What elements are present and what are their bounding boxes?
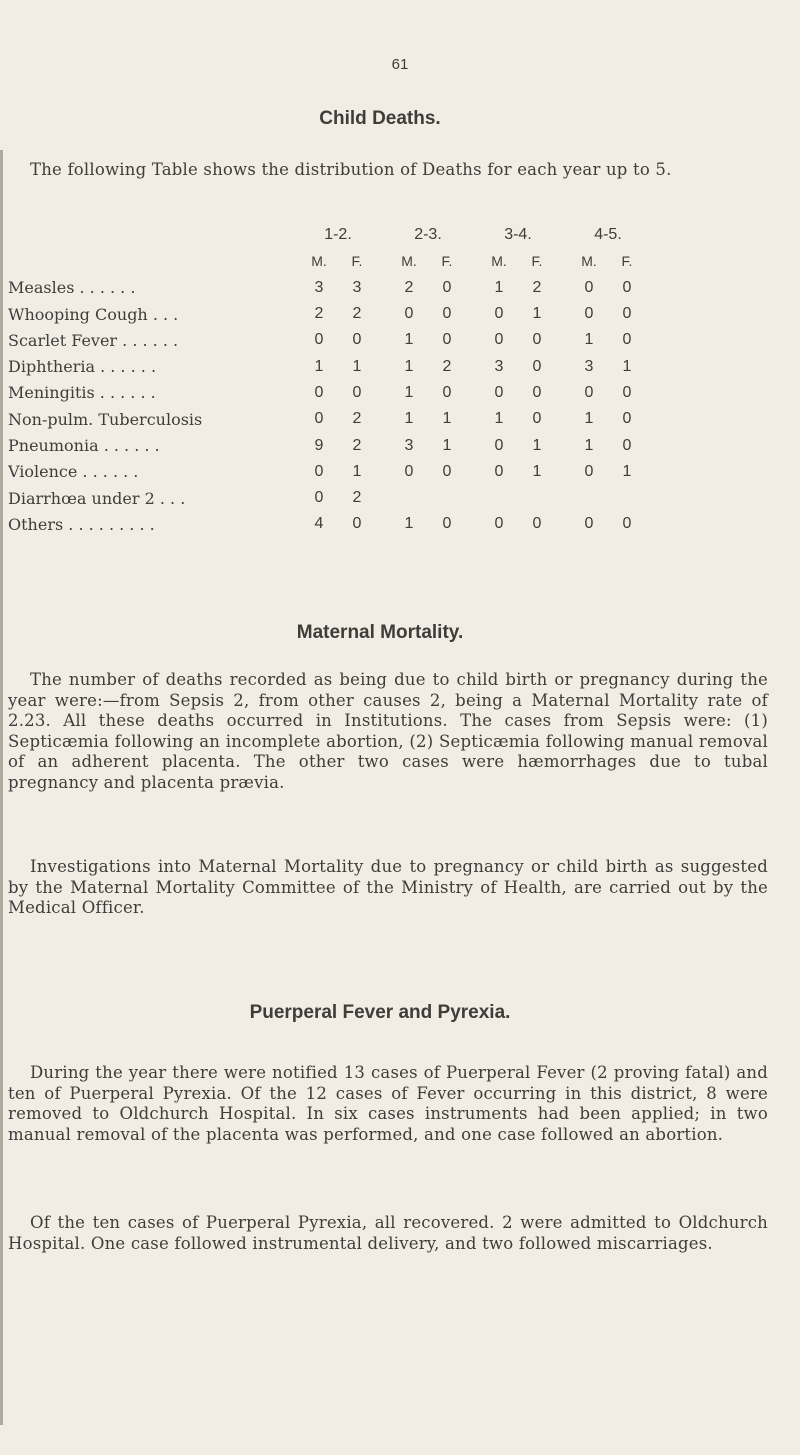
puerperal-fever-paragraph-2: Of the ten cases of Puerperal Pyrexia, all recovered. 2 were admitted to Oldchurch Hospital. One case followed instrumental delivery, and two followed miscarriages. (8, 1213, 768, 1253)
table-row (8, 511, 646, 537)
death-count-cell: 1 (404, 383, 414, 401)
death-count-cell: 1 (494, 278, 504, 296)
death-count-cell: 0 (314, 383, 324, 401)
death-count-cell: 1 (532, 305, 542, 323)
death-count-cell: 0 (532, 410, 542, 428)
death-count-cell (518, 485, 556, 511)
table-row (8, 459, 646, 485)
death-count-cell: 0 (352, 383, 362, 401)
death-count-cell: 0 (584, 462, 594, 480)
death-count-cell: 1 (442, 410, 452, 428)
death-count-cell: 1 (532, 436, 542, 454)
death-count-cell: 1 (404, 410, 414, 428)
death-count-cell: 2 (352, 410, 362, 428)
cause-label: Non-pulm. Tuberculosis (8, 409, 203, 429)
death-count-cell: 0 (494, 305, 504, 323)
sex-label: F. (531, 253, 543, 270)
death-count-cell: 2 (314, 305, 324, 323)
death-count-cell (480, 485, 518, 511)
child-deaths-table (8, 222, 646, 538)
table-row (8, 353, 646, 379)
death-count-cell: 0 (532, 357, 542, 375)
death-count-cell (390, 485, 428, 511)
death-count-cell: 3 (584, 357, 594, 375)
sex-label: F. (441, 253, 453, 270)
death-count-cell: 1 (622, 462, 632, 480)
death-count-cell: 0 (442, 515, 452, 533)
maternal-mortality-heading: Maternal Mortality. (296, 622, 464, 643)
table-row (8, 275, 646, 301)
sex-label: F. (351, 253, 363, 270)
death-count-cell: 0 (494, 515, 504, 533)
maternal-mortality-paragraph-2: Investigations into Maternal Mortality due to pregnancy or child birth as suggested by the Maternal Mortality Committee of the Ministry of Health, are carried out by the Medical Officer. (8, 857, 768, 917)
death-count-cell: 0 (494, 331, 504, 349)
age-group-label: 3-4. (504, 226, 532, 244)
death-count-cell: 9 (314, 436, 324, 454)
death-count-cell: 0 (314, 410, 324, 428)
cause-label: Whooping Cough . . . (8, 304, 179, 324)
cause-label: Meningitis . . . . . . (8, 383, 156, 403)
death-count-cell: 1 (494, 410, 504, 428)
cause-label: Pneumonia . . . . . . (8, 436, 160, 456)
death-count-cell: 2 (352, 489, 362, 507)
death-count-cell: 0 (532, 383, 542, 401)
death-count-cell: 0 (622, 278, 632, 296)
death-count-cell: 0 (352, 331, 362, 349)
cause-label: Violence . . . . . . (8, 462, 139, 482)
death-count-cell: 0 (584, 383, 594, 401)
death-count-cell: 0 (622, 436, 632, 454)
death-count-cell: 0 (314, 462, 324, 480)
death-count-cell: 1 (584, 410, 594, 428)
death-count-cell: 1 (314, 357, 324, 375)
death-count-cell: 1 (352, 462, 362, 480)
death-count-cell: 1 (622, 357, 632, 375)
sex-label: M. (491, 253, 507, 270)
death-count-cell: 0 (622, 383, 632, 401)
death-count-cell: 0 (494, 436, 504, 454)
death-count-cell (570, 485, 608, 511)
puerperal-fever-heading: Puerperal Fever and Pyrexia. (249, 1002, 511, 1023)
cause-label: Measles . . . . . . (8, 278, 136, 298)
death-count-cell: 2 (352, 436, 362, 454)
sex-label: F. (621, 253, 633, 270)
death-count-cell: 1 (584, 331, 594, 349)
page-edge-shadow (0, 150, 3, 1425)
death-count-cell: 4 (314, 515, 324, 533)
death-count-cell: 2 (442, 357, 452, 375)
death-count-cell: 1 (532, 462, 542, 480)
child-deaths-intro: The following Table shows the distribution of Deaths for each year up to 5. (30, 160, 672, 179)
age-group-header-row (8, 222, 646, 248)
age-group-label: 1-2. (324, 226, 352, 244)
death-count-cell: 1 (442, 436, 452, 454)
death-count-cell: 0 (584, 305, 594, 323)
child-deaths-heading: Child Deaths. (319, 108, 441, 129)
death-count-cell: 0 (404, 462, 414, 480)
death-count-cell: 0 (622, 515, 632, 533)
death-count-cell: 0 (622, 331, 632, 349)
death-count-cell: 2 (404, 278, 414, 296)
death-count-cell: 3 (352, 278, 362, 296)
sex-label: M. (401, 253, 417, 270)
table-row (8, 432, 646, 458)
sex-header-row (8, 248, 646, 274)
page-number: 61 (391, 56, 409, 73)
age-group-label: 4-5. (594, 226, 622, 244)
death-count-cell (608, 485, 646, 511)
death-count-cell: 0 (442, 331, 452, 349)
death-count-cell: 0 (314, 331, 324, 349)
table-body (8, 275, 646, 538)
death-count-cell: 1 (404, 357, 414, 375)
death-count-cell: 2 (352, 305, 362, 323)
death-count-cell: 0 (442, 462, 452, 480)
death-count-cell: 0 (442, 278, 452, 296)
death-count-cell: 0 (442, 305, 452, 323)
death-count-cell: 0 (622, 410, 632, 428)
cause-label: Diarrhœa under 2 . . . (8, 488, 186, 508)
table-row (8, 327, 646, 353)
death-count-cell: 0 (314, 489, 324, 507)
age-group-label: 2-3. (414, 226, 442, 244)
death-count-cell: 2 (532, 278, 542, 296)
death-count-cell: 0 (442, 383, 452, 401)
death-count-cell: 0 (584, 278, 594, 296)
table-row (8, 380, 646, 406)
death-count-cell: 0 (532, 515, 542, 533)
death-count-cell: 3 (314, 278, 324, 296)
cause-label: Others . . . . . . . . . (8, 514, 155, 534)
sex-label: M. (581, 253, 597, 270)
death-count-cell: 0 (404, 305, 414, 323)
death-count-cell: 0 (532, 331, 542, 349)
table-row (8, 406, 646, 432)
maternal-mortality-paragraph-1: The number of deaths recorded as being due to child birth or pregnancy during the year were:—from Sepsis 2, from other causes 2, being a Maternal Mortality rate of 2.23. All these deaths occurred in Institutions. The cases from Sepsis were: (1) Septicæmia following an incomplete abortion, (2) Septicæmia following manual removal of an adherent placenta. The other two cases were hæmorrhages due to tubal pregnancy and placenta prævia. (8, 670, 768, 792)
death-count-cell: 0 (584, 515, 594, 533)
death-count-cell: 0 (352, 515, 362, 533)
death-count-cell: 1 (352, 357, 362, 375)
death-count-cell: 1 (584, 436, 594, 454)
cause-label: Scarlet Fever . . . . . . (8, 330, 179, 350)
table-row (8, 485, 646, 511)
death-count-cell: 0 (494, 383, 504, 401)
death-count-cell: 1 (404, 331, 414, 349)
table-row (8, 301, 646, 327)
death-count-cell (428, 485, 466, 511)
death-count-cell: 0 (622, 305, 632, 323)
cause-label: Diphtheria . . . . . . (8, 357, 157, 377)
sex-label: M. (311, 253, 327, 270)
puerperal-fever-paragraph-1: During the year there were notified 13 cases of Puerperal Fever (2 proving fatal) and ten of Puerperal Pyrexia. Of the 12 cases of Fever occurring in this district, 8 were removed to Oldchurch Hospital. In six cases instruments had been applied; in two manual removal of the placenta was performed, and one case followed an abortion. (8, 1063, 768, 1144)
death-count-cell: 3 (404, 436, 414, 454)
death-count-cell: 3 (494, 357, 504, 375)
death-count-cell: 1 (404, 515, 414, 533)
death-count-cell: 0 (494, 462, 504, 480)
